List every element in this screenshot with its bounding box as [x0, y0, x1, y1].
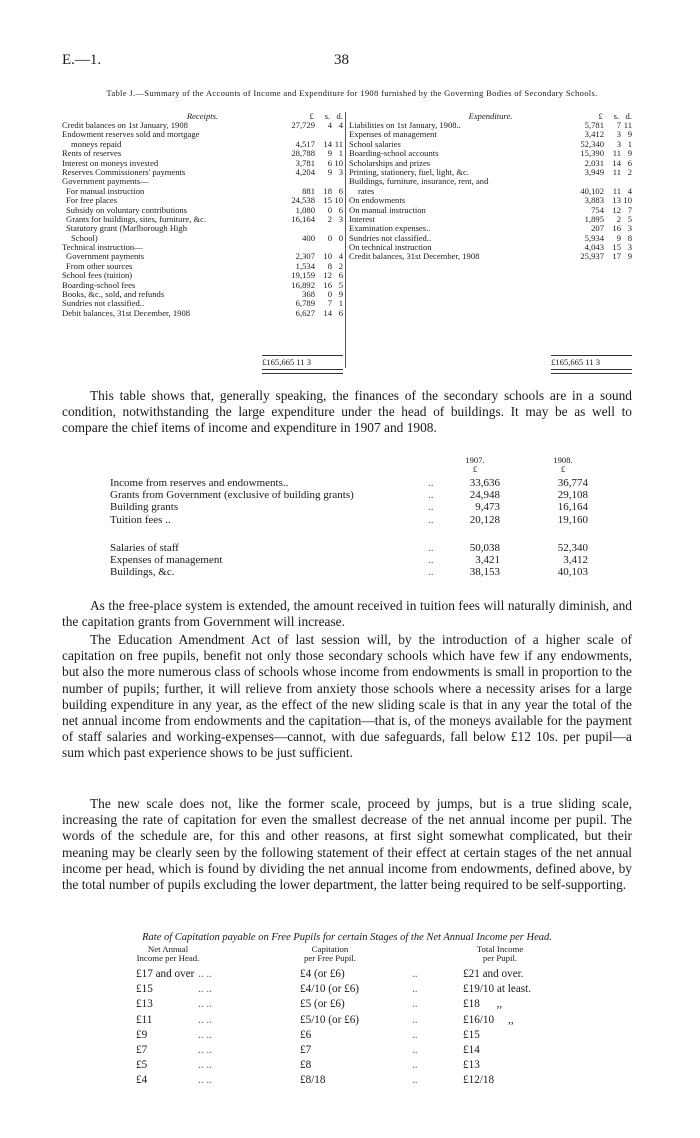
receipts-label: Interest on moneys invested: [62, 157, 159, 168]
net-income-value: £13: [136, 998, 153, 1011]
receipts-label: Government payments: [66, 251, 145, 262]
pounds-value: 2,307: [295, 251, 315, 262]
net-income-value: £4: [136, 1074, 148, 1087]
leader-dots: ..: [428, 554, 434, 567]
pounds-value: 3,781: [295, 157, 315, 168]
paragraph-sliding-scale: The new scale does not, like the former scale, proceed by jumps, but is a true sliding scale, increasing the rate of capitation for even the smallest decrease of the net annual income per pupil. The words of the schedule are, for this and other reasons, at first sight somewhat complicated, but their meaning may be clearly seen by the following statement of their effect at certain stages of the net annual income per head, which is found by dividing the net annual income from endowments, defined above, by the total number of pupils excluding the lower department, the latter being required to be self-supporting.: [62, 796, 632, 893]
total-income-value: £19/10 at least.: [463, 983, 532, 996]
capitation-value: £5/10 (or £6): [300, 1013, 360, 1026]
pounds-value: 3,412: [584, 129, 604, 140]
leader-dots: .. ..: [198, 998, 212, 1011]
value-1907: 20,128: [469, 513, 500, 526]
expenditure-label: Credit balances, 31st December, 1908: [349, 251, 480, 262]
pounds-value: 27,729: [291, 120, 315, 130]
receipts-label: Subsidy on voluntary contributions: [66, 204, 188, 215]
capitation-row: [0, 1058, 700, 1073]
net-income-value: £9: [136, 1028, 148, 1041]
pence-value: 11: [334, 138, 343, 149]
leader-dots: .. ..: [198, 1013, 212, 1026]
pounds-value: 4,517: [295, 138, 315, 149]
leader-dots: ..: [428, 542, 434, 554]
pence-value: 6: [338, 204, 343, 215]
receipts-column: [62, 111, 343, 318]
shillings-value: 7: [327, 298, 332, 309]
pounds-value: 40,102: [580, 185, 604, 196]
net-income-value: £7: [136, 1044, 148, 1056]
receipts-label: moneys repaid: [71, 138, 122, 149]
pence-value: 3: [338, 213, 343, 224]
receipts-label: Grants for buildings, sites, furniture, &c.: [66, 213, 207, 224]
pence-value: 1: [338, 298, 343, 309]
receipts-label: Books, &c., sold, and refunds: [62, 289, 165, 300]
pounds-value: 881: [302, 185, 315, 196]
capitation-row: [0, 1073, 700, 1088]
receipts-label: Technical instruction—: [62, 242, 143, 253]
leader-dots: ..: [428, 501, 434, 514]
pence-value: 8: [627, 232, 632, 243]
pounds-value: 400: [302, 232, 315, 243]
comparison-row: [110, 477, 632, 489]
pounds-value: 6,627: [295, 307, 315, 318]
pounds-value: 4,043: [584, 242, 604, 253]
receipts-label: Debit balances, 31st December, 1908: [62, 307, 191, 318]
head-total-income: Total Income per Pupil.: [476, 944, 524, 964]
comparison-table: [110, 456, 632, 586]
net-income-value: £15: [136, 983, 153, 996]
leader-dots: .. ..: [198, 1059, 212, 1072]
value-1908: 3,412: [563, 554, 588, 567]
shillings-value: 13: [612, 195, 621, 206]
comparison-row: [110, 501, 632, 513]
expenditure-label: Liabilities on 1st January, 1908..: [349, 120, 461, 130]
comparison-label: Building grants: [110, 501, 179, 514]
col-1907: 1907. £: [465, 455, 485, 474]
shillings-value: 9: [327, 148, 332, 159]
net-income-value: £11: [136, 1013, 153, 1026]
leader-dots: ..: [412, 998, 418, 1011]
expenditure-label: On manual instruction: [349, 204, 426, 215]
pence-value: 9: [627, 129, 632, 140]
shillings-value: 11: [612, 148, 621, 159]
capitation-row: [0, 1013, 700, 1028]
pounds-value: 2,031: [584, 157, 604, 168]
pence-value: 1: [627, 138, 632, 149]
total-income-value: £18 ,,: [463, 998, 503, 1011]
leader-dots: ..: [412, 1013, 418, 1026]
pounds-value: 3,883: [584, 195, 604, 206]
net-income-value: £17 and over: [136, 968, 195, 980]
comparison-row: [110, 514, 632, 526]
total-income-value: £14: [463, 1044, 480, 1056]
value-1907: 3,421: [475, 554, 500, 567]
leader-dots: ..: [412, 1028, 418, 1041]
receipts-label: Sundries not classified..: [62, 298, 145, 309]
expenditure-column: [349, 111, 632, 262]
receipts-total-double-rule: [262, 369, 343, 374]
receipts-label: Government payments—: [62, 176, 149, 187]
paragraph-finances: This table shows that, generally speaking, the finances of the secondary schools are in a sound condition, notwithstanding the large expenditure under the head of buildings. It may be as well to compare the chief items of income and expenditure in 1907 and 1908.: [62, 388, 632, 436]
total-income-value: £15: [463, 1028, 480, 1041]
capitation-value: £6: [300, 1028, 312, 1041]
leader-dots: ..: [412, 968, 418, 980]
pence-value: 9: [627, 251, 632, 262]
pence-value: 6: [338, 185, 343, 196]
head-capitation: Capitation per Free Pupil.: [303, 944, 357, 964]
comparison-row: [110, 489, 632, 501]
value-1907: 24,948: [469, 489, 500, 502]
value-1907: 50,038: [469, 542, 500, 554]
leader-dots: ..: [428, 513, 434, 526]
expenditure-label: Expenses of management: [349, 129, 437, 140]
shillings-value: 3: [616, 129, 621, 140]
pence-value: 7: [627, 204, 632, 215]
pounds-value: 1,534: [295, 260, 315, 271]
expenditure-label: On technical instruction: [349, 242, 432, 253]
expenditure-label: Boarding-school accounts: [349, 148, 439, 159]
capitation-value: £4 (or £6): [300, 968, 345, 980]
shillings-value: 16: [323, 279, 332, 290]
pence-value: 5: [627, 213, 632, 224]
total-income-value: £12/18: [463, 1074, 495, 1087]
leader-dots: ..: [412, 1074, 418, 1087]
capitation-value: £8/18: [300, 1074, 326, 1087]
pence-value: 5: [338, 279, 343, 290]
expenditure-label: On endowments: [349, 195, 406, 206]
col-1908: 1908. £: [553, 455, 573, 474]
shillings-value: 12: [323, 270, 332, 281]
receipts-row: [62, 224, 343, 233]
receipts-label: Endowment reserves sold and mortgage: [62, 129, 200, 140]
capitation-value: £8: [300, 1059, 312, 1072]
receipts-label: Reserves Commissioners' payments: [62, 166, 186, 177]
pence-value: 4: [627, 185, 632, 196]
comparison-label: Tuition fees ..: [110, 513, 171, 526]
expenditure-label: Scholarships and prizes: [349, 157, 431, 168]
expenditure-total: £165,665 11 3: [551, 357, 601, 367]
comparison-label: Buildings, &c.: [110, 566, 175, 579]
pounds-value: 15,390: [580, 148, 604, 159]
currency-header: £ s. d.: [598, 111, 632, 121]
expenditure-heading: Expenditure. £ s. d.: [468, 111, 632, 121]
shillings-value: 4: [327, 120, 332, 130]
receipts-label: Statutory grant (Marlborough High: [66, 223, 188, 234]
expenditure-rows: [349, 121, 632, 262]
value-1908: 40,103: [557, 566, 588, 579]
pence-value: 3: [627, 242, 632, 253]
pence-value: 10: [334, 157, 343, 168]
comparison-row: [110, 554, 632, 566]
expenditure-total-double-rule: [551, 369, 632, 374]
comparison-row: [110, 542, 632, 554]
receipts-label: School): [71, 232, 98, 243]
pence-value: 2: [338, 260, 343, 271]
receipts-label: Rents of reserves: [62, 148, 122, 159]
receipts-label: Credit balances on 1st January, 1908: [62, 120, 188, 130]
shillings-value: 15: [612, 242, 621, 253]
shillings-value: 15: [323, 195, 332, 206]
pence-value: 1: [338, 148, 343, 159]
total-income-value: £16/10 ,,: [463, 1013, 514, 1026]
table-title: Table J.—Summary of the Accounts of Income and Expenditure for 1908 furnished by the Governing Bodies of Secondary Schools.: [106, 88, 598, 98]
shillings-value: 9: [616, 232, 621, 243]
expenditure-row: [349, 252, 632, 261]
receipts-label: Boarding-school fees: [62, 279, 136, 290]
pounds-value: 1,080: [295, 204, 315, 215]
pence-value: 4: [338, 120, 343, 130]
value-1908: 29,108: [557, 489, 588, 502]
total-income-value: £13: [463, 1059, 480, 1072]
receipts-total-rule: [262, 355, 343, 356]
value-1908: 36,774: [557, 477, 588, 489]
value-1907: 33,636: [469, 477, 500, 489]
capitation-row: [0, 982, 700, 997]
pounds-value: 52,340: [580, 138, 604, 149]
shillings-value: 10: [323, 251, 332, 262]
capitation-row: [0, 967, 700, 982]
value-1908: 16,164: [557, 501, 588, 514]
shillings-value: 9: [327, 166, 332, 177]
receipts-rows: [62, 121, 343, 318]
pence-value: 0: [338, 232, 343, 243]
pounds-value: 5,934: [584, 232, 604, 243]
shillings-value: 12: [612, 204, 621, 215]
column-divider: [345, 112, 346, 368]
pounds-value: 3,949: [584, 166, 604, 177]
leader-dots: ..: [428, 477, 434, 489]
capitation-row: [0, 1043, 700, 1058]
pounds-value: 19,159: [291, 270, 315, 281]
pounds-value: 4,204: [295, 166, 315, 177]
capitation-row: [0, 1028, 700, 1043]
shillings-value: 14: [323, 138, 332, 149]
receipts-label: From other sources: [66, 260, 133, 271]
expenditure-label: Printing, stationery, fuel, light, &c.: [349, 166, 469, 177]
capitation-row: [0, 997, 700, 1012]
pounds-value: 28,788: [291, 148, 315, 159]
pounds-value: 5,781: [584, 120, 604, 130]
leader-dots: .. ..: [198, 983, 212, 996]
shillings-value: 2: [616, 213, 621, 224]
expenditure-label: Examination expenses..: [349, 223, 431, 234]
leader-dots: ..: [412, 1044, 418, 1056]
receipts-row: [62, 309, 343, 318]
expenditure-label: Buildings, furniture, insurance, rent, and: [349, 176, 489, 187]
shillings-value: 17: [612, 251, 621, 262]
currency-header: £ s. d.: [309, 111, 343, 121]
pence-value: 6: [627, 157, 632, 168]
shillings-value: 7: [616, 120, 621, 130]
pounds-value: 1,895: [584, 213, 604, 224]
pence-value: 3: [627, 223, 632, 234]
leader-dots: .. ..: [198, 968, 212, 980]
expenditure-label: School salaries: [349, 138, 401, 149]
pence-value: 2: [627, 166, 632, 177]
total-income-value: £21 and over.: [463, 968, 524, 980]
expenditure-label: Interest: [349, 213, 375, 224]
pence-value: 10: [334, 195, 343, 206]
shillings-value: 2: [327, 213, 332, 224]
leader-dots: ..: [412, 983, 418, 996]
comparison-label: Income from reserves and endowments..: [110, 477, 289, 489]
value-1908: 52,340: [557, 542, 588, 554]
receipts-label: For manual instruction: [66, 185, 145, 196]
shillings-value: 18: [323, 185, 332, 196]
leader-dots: ..: [428, 489, 434, 502]
shillings-value: 11: [612, 166, 621, 177]
pence-value: 6: [338, 270, 343, 281]
shillings-value: 14: [612, 157, 621, 168]
value-1907: 9,473: [475, 501, 500, 514]
comparison-label: Expenses of management: [110, 554, 223, 567]
shillings-value: 14: [323, 307, 332, 318]
comparison-row: [110, 566, 632, 578]
shillings-value: 3: [616, 138, 621, 149]
shillings-value: 16: [612, 223, 621, 234]
leader-dots: .. ..: [198, 1074, 212, 1087]
receipts-heading: Receipts. £ s. d.: [186, 111, 343, 121]
pence-value: 9: [627, 148, 632, 159]
capitation-title: Rate of Capitation payable on Free Pupils for certain Stages of the Net Annual Income per Head.: [142, 932, 552, 943]
value-1907: 38,153: [469, 566, 500, 579]
expenditure-label: Sundries not classified..: [349, 232, 432, 243]
leader-dots: .. ..: [198, 1028, 212, 1041]
pence-value: 11: [623, 120, 632, 130]
expenditure-total-rule: [551, 355, 632, 356]
leader-dots: ..: [428, 566, 434, 579]
comparison-label: Grants from Government (exclusive of building grants): [110, 489, 354, 502]
pounds-value: 6,789: [295, 298, 315, 309]
leader-dots: .. ..: [198, 1044, 212, 1056]
shillings-value: 0: [327, 232, 332, 243]
capitation-value: £4/10 (or £6): [300, 983, 360, 996]
pounds-value: 16,892: [291, 279, 315, 290]
paragraph-amendment-act: The Education Amendment Act of last session will, by the introduction of a higher scale of capitation on free pupils, benefit not only those secondary schools which have few if any endowments, but also the more numerous class of schools whose income from endowments is small in proportion to the number of pupils; further, it will relieve from anxiety those schools where a necessity arises for a large building expenditure in any year, as the effect of the new sliding scale is that in any year the total of the net annual income from endowments and the capitation—that is, of the moneys available for the payment of staff salaries and working-expenses—cannot, with due safeguards, fall below £12 10s. per pupil—a sum which past experience shows to be just sufficient.: [62, 632, 632, 761]
shillings-value: 0: [327, 204, 332, 215]
series-code: E.—1.: [62, 52, 102, 68]
pence-value: 3: [338, 166, 343, 177]
net-income-value: £5: [136, 1059, 148, 1072]
page-number: 38: [334, 52, 349, 68]
capitation-value: £7: [300, 1044, 312, 1056]
shillings-value: 11: [612, 185, 621, 196]
pounds-value: 754: [591, 204, 604, 215]
value-1908: 19,160: [557, 513, 588, 526]
pounds-value: 24,538: [291, 195, 315, 206]
pence-value: 4: [338, 251, 343, 262]
pounds-value: 25,937: [580, 251, 604, 262]
leader-dots: ..: [412, 1059, 418, 1072]
pounds-value: 16,164: [291, 213, 315, 224]
pence-value: 9: [338, 289, 343, 300]
pounds-value: 207: [591, 223, 604, 234]
expenditure-label: rates: [358, 185, 375, 196]
paragraph-free-place: As the free-place system is extended, the amount received in tuition fees will naturally diminish, and the capitation grants from Government will increase.: [62, 598, 632, 630]
receipts-label: School fees (tuition): [62, 270, 133, 281]
receipts-label: For free places: [66, 195, 118, 206]
shillings-value: 0: [327, 289, 332, 300]
pounds-value: 368: [302, 289, 315, 300]
capitation-value: £5 (or £6): [300, 998, 345, 1011]
head-net-income: Net Annual Income per Head.: [136, 944, 200, 964]
shillings-value: 6: [327, 157, 332, 168]
pence-value: 10: [623, 195, 632, 206]
comparison-label: Salaries of staff: [110, 542, 179, 554]
pence-value: 6: [338, 307, 343, 318]
receipts-total: £165,665 11 3: [262, 357, 312, 367]
shillings-value: 8: [327, 260, 332, 271]
